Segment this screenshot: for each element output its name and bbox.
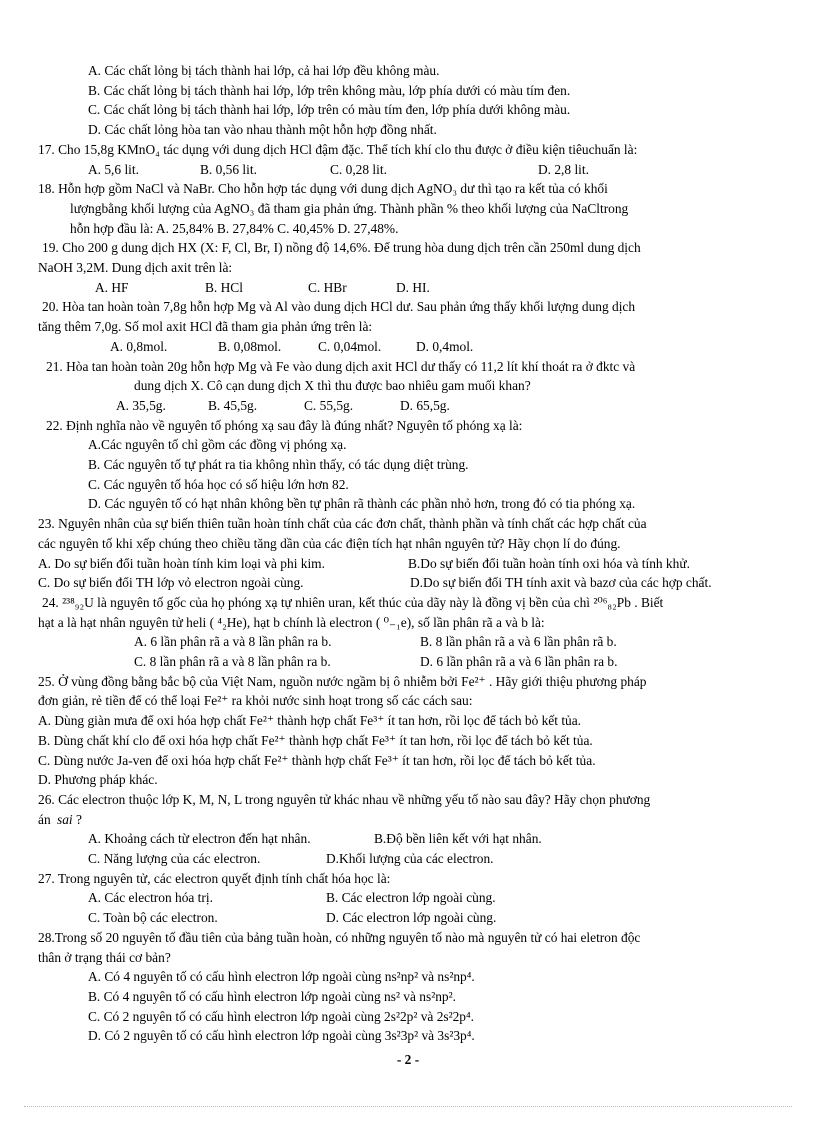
text-segment: lượngbằng khối lượng của AgNO₃ đã tham gia phản ứng. Thành phần % theo khối lượng của NaCltrong (70, 200, 629, 216)
text-segment: C. Do sự biến đổi TH lớp vỏ electron ngoài cùng. (38, 575, 304, 591)
text-segment: 28.Trong số 20 nguyên tố đầu tiên của bảng tuần hoàn, có những nguyên tố nào mà nguyên tử có hai eletron độc (38, 929, 641, 945)
text-segment: D. Các chất lỏng hòa tan vào nhau thành một hỗn hợp đồng nhất. (88, 122, 437, 138)
text-segment: A. Có 4 nguyên tố có cấu hình electron lớp ngoài cùng ns²np² và ns²np⁴. (88, 969, 475, 985)
text-segment: C. Các nguyên tố hóa học có số hiệu lớn hơn 82. (88, 476, 349, 492)
text-segment: C. Toàn bộ các electron. (88, 910, 218, 926)
text-segment: 18. Hỗn hợp gồm NaCl và NaBr. Cho hỗn hợp tác dụng với dung dịch AgNO₃ dư thì tạo ra kết tủa có khối (38, 181, 608, 197)
text-segment: C. Các chất lỏng bị tách thành hai lớp, lớp trên có màu tím đen, lớp phía dưới không màu. (88, 102, 571, 118)
text-segment: C. 8 lần phân rã a và 8 lần phân ra b. (134, 654, 331, 669)
text-segment: D.Do sự biến đổi TH tính axit và bazơ của các hợp chất. (410, 575, 712, 591)
text-segment: D.Khối lượng của các electron. (326, 851, 494, 866)
text-segment: B.Độ bền liên kết với hạt nhân. (374, 831, 542, 847)
text-segment: 26. Các electron thuộc lớp K, M, N, L trong nguyên tử khác nhau về những yếu tố nào sau đây? Hãy chọn phương (38, 791, 651, 807)
text-segment: B. Các nguyên tố tự phát ra tia không nhìn thấy, có tác dụng diệt trùng. (88, 457, 469, 472)
text-segment: C. 0,04mol. (318, 338, 382, 354)
text-segment: C. Năng lượng của các electron. (88, 851, 261, 866)
text-segment: A. Khoảng cách từ electron đến hạt nhân. (88, 831, 311, 847)
footer-divider (24, 1106, 792, 1107)
text-segment: C. 55,5g. (304, 397, 354, 413)
text-segment: các nguyên tố khi xếp chúng theo chiều tăng dần của các điện tích hạt nhân nguyên tử? Hãy chọn lí do đúng. (38, 535, 621, 551)
text-segment: án (38, 811, 51, 827)
text-segment: C. HBr (308, 279, 347, 295)
text-segment: tăng thêm 7,0g. Số mol axit HCl đã tham gia phản ứng trên là: (38, 319, 373, 335)
text-segment: D. Các electron lớp ngoài cùng. (326, 910, 497, 926)
text-segment: 27. Trong nguyên tử, các electron quyết định tính chất hóa học là: (38, 870, 391, 886)
text-segment: D. Phương pháp khác. (38, 772, 158, 788)
text-segment: sai (57, 811, 73, 827)
text-segment: A. 35,5g. (116, 397, 166, 413)
page-number: - 2 - (396, 1052, 420, 1067)
text-segment: A. 6 lần phân rã a và 8 lần phân ra b. (134, 634, 332, 650)
text-segment: A. 0,8mol. (110, 338, 168, 354)
text-segment: 19. Cho 200 g dung dịch HX (X: F, Cl, Br, I) nồng độ 14,6%. Để trung hòa dung dịch trên cần 250ml dung dịch (42, 240, 641, 256)
text-segment: D. Có 2 nguyên tố có cấu hình electron lớp ngoài cùng 3s²3p² và 3s²3p⁴. (88, 1028, 475, 1044)
text-segment: 22. Định nghĩa nào về nguyên tố phóng xạ sau đây là đúng nhất? Nguyên tố phóng xạ là: (46, 417, 523, 433)
text-segment: B. Các electron lớp ngoài cùng. (326, 890, 496, 906)
text-segment: dung dịch X. Cô cạn dung dịch X thì thu được bao nhiêu gam muối khan? (134, 378, 531, 394)
text-segment: 23. Nguyên nhân của sự biến thiên tuần hoàn tính chất của các đơn chất, thành phần và tính chất các hợp chất của (38, 516, 647, 532)
text-segment: B. 45,5g. (208, 397, 258, 413)
text-segment: C. Dùng nước Ja-ven để oxi hóa hợp chất Fe²⁺ thành hợp chất Fe³⁺ ít tan hơn, rồi lọc để tách bỏ kết tủa. (38, 752, 596, 768)
text-segment: NaOH 3,2M. Dung dịch axit trên là: (38, 260, 233, 275)
text-segment: B. 8 lần phân rã a và 6 lần phân rã b. (420, 634, 617, 650)
text-segment: hạt a là hạt nhân nguyên tử heli ( ⁴₂He), hạt b chính là electron ( ⁰₋₁e), số lần phân rã a và b là: (38, 614, 545, 630)
text-segment: A. Các chất lỏng bị tách thành hai lớp, cả hai lớp đều không màu. (88, 63, 440, 78)
text-segment: A. 5,6 lit. (88, 161, 139, 177)
text-segment: A. Dùng giàn mưa để oxi hóa hợp chất Fe²⁺ thành hợp chất Fe³⁺ ít tan hơn, rồi lọc để tách bỏ kết tủa. (38, 713, 582, 729)
text-segment: B. HCl (205, 279, 243, 295)
text-segment: B. Dùng chất khí clo để oxi hóa hợp chất Fe²⁺ thành hợp chất Fe³⁺ ít tan hơn, rồi lọc để tách bỏ kết tủa. (38, 732, 593, 748)
text-segment: D. Các nguyên tố có hạt nhân không bền tự phân rã thành các phần nhỏ hơn, trong đó có tia phóng xạ. (88, 496, 636, 512)
text-segment: A. HF (95, 279, 129, 295)
text-segment: D. 0,4mol. (416, 338, 474, 354)
text-segment: 21. Hòa tan hoàn toàn 20g hỗn hợp Mg và Fe vào dung dịch axit HCl dư thấy có 11,2 lít khí thoát ra ở đktc và (46, 358, 636, 374)
text-segment: ? (76, 811, 82, 827)
text-segment: B. 0,56 lit. (200, 161, 257, 177)
text-segment: B. Các chất lỏng bị tách thành hai lớp, lớp trên không màu, lớp phía dưới có màu tím đen. (88, 82, 571, 98)
text-segment: 24. ²³⁸₉₂U là nguyên tố gốc của họ phóng xạ tự nhiên uran, kết thúc của dãy này là đồng vị bền của chì ²⁰⁶₈₂Pb . Biết (42, 594, 664, 610)
text-segment: D. 6 lần phân rã a và 6 lần phân ra b. (420, 654, 618, 669)
text-segment: C. Có 2 nguyên tố có cấu hình electron lớp ngoài cùng 2s²2p² và 2s²2p⁴. (88, 1008, 475, 1024)
text-segment: 25. Ở vùng đồng bằng bắc bộ của Việt Nam, nguồn nước ngầm bị ô nhiễm bởi Fe²⁺ . Hãy giới thiệu phương pháp (38, 673, 647, 689)
text-segment: C. 0,28 lit. (330, 161, 387, 177)
text-segment: A.Các nguyên tố chỉ gồm các đồng vị phóng xạ. (88, 437, 347, 453)
text-segment: A. Do sự biến đổi tuần hoàn tính kim loại và phi kim. (38, 555, 325, 571)
text-segment: D. HI. (396, 279, 430, 295)
text-segment: 17. Cho 15,8g KMnO₄ tác dụng với dung dịch HCl đậm đặc. Thể tích khí clo thu được ở điều kiện tiêuchuẩn là: (38, 141, 638, 157)
text-segment: hỗn hợp đầu là: A. 25,84% B. 27,84% C. 40,45% D. 27,48%. (70, 220, 399, 236)
text-segment: D. 65,5g. (400, 397, 450, 413)
text-segment: đơn giản, rẻ tiền để có thể loại Fe²⁺ ra khỏi nước sinh hoạt trong số các cách sau: (38, 693, 473, 709)
text-segment: D. 2,8 lit. (538, 161, 589, 177)
text-segment: A. Các electron hóa trị. (88, 890, 213, 906)
text-segment: 20. Hòa tan hoàn toàn 7,8g hỗn hợp Mg và Al vào dung dịch HCl dư. Sau phản ứng thấy khối lượng dung dịch (42, 299, 636, 315)
text-segment: B.Do sự biến đổi tuần hoàn tính oxi hóa và tính khử. (408, 555, 690, 571)
text-segment: B. 0,08mol. (218, 338, 282, 354)
text-segment: B. Có 4 nguyên tố có cấu hình electron lớp ngoài cùng ns² và ns²np². (88, 988, 456, 1004)
text-segment: thân ở trạng thái cơ bản? (38, 949, 171, 965)
